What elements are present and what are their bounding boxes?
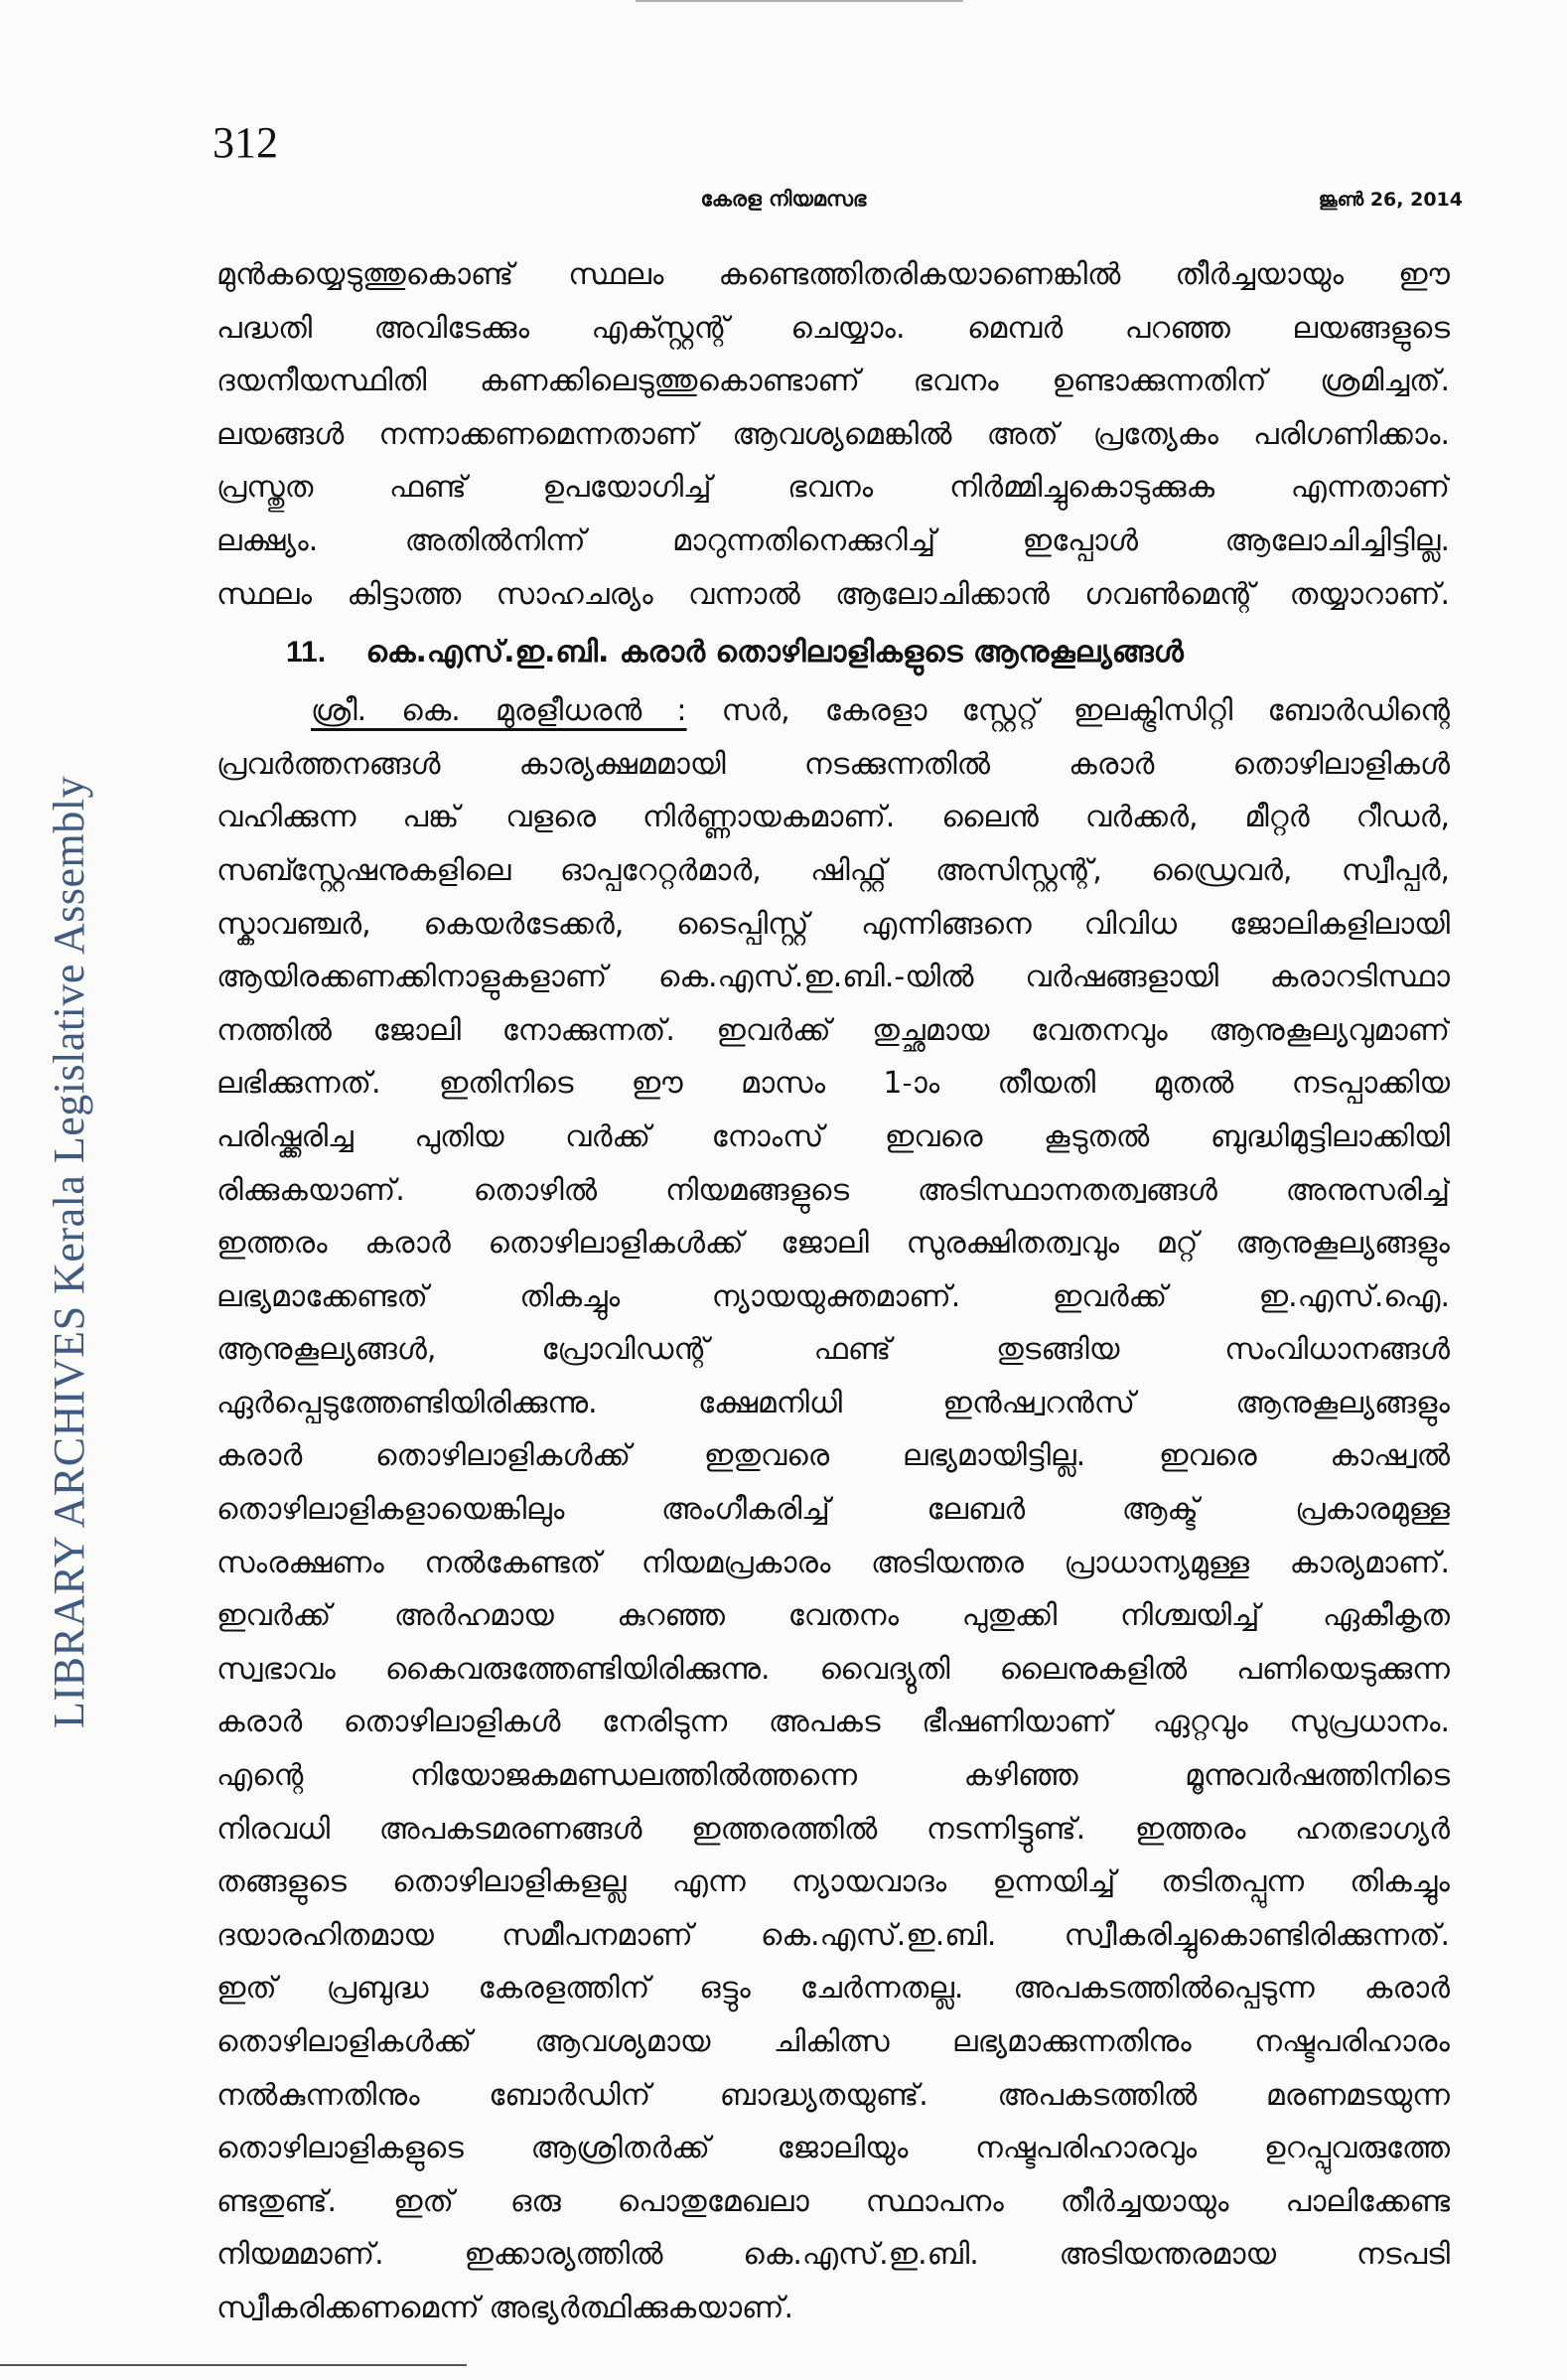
top-edge-mark: [636, 0, 963, 8]
text-line: ഇത്തരം കരാർ തൊഴിലാളികൾക്ക് ജോലി സുരക്ഷിതത്വവും മറ്റ് ആനുകൂല്യങ്ങളും: [216, 1226, 1450, 1262]
text-line: മുൻകയ്യെടുത്തുകൊണ്ട് സ്ഥലം കണ്ടെത്തിതരികയാണെങ്കിൽ തീർച്ചയായും ഈ: [216, 257, 1450, 292]
text-line: സ്ഥലം കിട്ടാത്ത സാഹചര്യം വന്നാൽ ആലോചിക്കാൻ ഗവൺമെന്റ് തയ്യാറാണ്.: [216, 576, 1450, 612]
paragraph-1: [216, 248, 1450, 621]
text-line: ആയിരക്കണക്കിനാളുകളാണ് കെ.എസ്.ഇ.ബി.-യിൽ വർഷങ്ങളായി കരാറടിസ്ഥാ: [216, 960, 1450, 995]
text-line: സ്വീകരിക്കണമെന്ന് അഭ്യർത്ഥിക്കുകയാണ്.: [216, 2290, 794, 2325]
text-line: ഇവർക്ക് അർഹമായ കുറഞ്ഞ വേതനം പുതുക്കി നിശ്ചയിച്ച് ഏകീകൃത: [216, 1598, 1450, 1634]
text-line: നിയമമാണ്. ഇക്കാര്യത്തിൽ കെ.എസ്.ഇ.ബി. അടിയന്തരമായ നടപടി: [216, 2237, 1450, 2273]
running-head: [0, 187, 1567, 226]
text-line: നൽകുന്നതിനും ബോർഡിന് ബാദ്ധ്യതയുണ്ട്. അപകടത്തിൽ മരണമടയുന്ന: [216, 2077, 1450, 2113]
text-line: രിക്കുകയാണ്. തൊഴിൽ നിയമങ്ങളുടെ അടിസ്ഥാനതത്വങ്ങൾ അനുസരിച്ച്: [216, 1172, 1450, 1208]
text-line: തങ്ങളുടെ തൊഴിലാളികളല്ല എന്ന ന്യായവാദം ഉന്നയിച്ച് തടിതപ്പുന്ന തികച്ചും: [216, 1864, 1450, 1900]
section-heading: [216, 621, 1450, 684]
text-line: സംരക്ഷണം നൽകേണ്ടത് നിയമപ്രകാരം അടിയന്തര പ്രാധാന്യമുള്ള കാര്യമാണ്.: [216, 1545, 1450, 1580]
running-head-date: ജൂൺ 26, 2014: [1318, 189, 1463, 211]
text-line: നത്തിൽ ജോലി നോക്കുന്നത്. ഇവർക്ക് തുച്ഛമായ വേതനവും ആനുകൂല്യവുമാണ്: [216, 1012, 1450, 1048]
text-line: പരിഷ്ക്കരിച്ച പുതിയ വർക്ക് നോംസ് ഇവരെ കൂടുതൽ ബുദ്ധിമുട്ടിലാക്കിയി: [216, 1118, 1450, 1154]
text-line: പ്രസ്തുത ഫണ്ട് ഉപയോഗിച്ച് ഭവനം നിർമ്മിച്ചുകൊടുക്കുക എന്നതാണ്: [216, 470, 1450, 506]
text-line: തൊഴിലാളികൾക്ക് ആവശ്യമായ ചികിത്സ ലഭ്യമാക്കുന്നതിനും നഷ്ടപരിഹാരം: [216, 2024, 1450, 2059]
archive-watermark: LIBRARY ARCHIVES Kerala Legislative Assembly: [45, 776, 93, 1728]
text-line: ദയാരഹിതമായ സമീപനമാണ് കെ.എസ്.ഇ.ബി. സ്വീകരിച്ചുകൊണ്ടിരിക്കുന്നത്.: [216, 1917, 1450, 1953]
section-number: 11.: [286, 636, 327, 669]
text-line: ഏർപ്പെടുത്തേണ്ടിയിരിക്കുന്നു. ക്ഷേമനിധി ഇൻഷ്വറൻസ് ആനുകൂല്യങ്ങളും: [216, 1385, 1450, 1420]
text-line: എന്റെ നിയോജകമണ്ഡലത്തിൽത്തന്നെ കഴിഞ്ഞ മൂന്നുവർഷത്തിനിടെ: [216, 1758, 1450, 1794]
text-line: തൊഴിലാളികളായെങ്കിലും അംഗീകരിച്ച് ലേബർ ആക്ട് പ്രകാരമുള്ള: [216, 1492, 1450, 1528]
speech-first-line-text: സർ, കേരളാ സ്റ്റേറ്റ് ഇലക്ട്രിസിറ്റി ബോർഡിന്റെ: [721, 693, 1450, 729]
page-number: 312: [213, 118, 278, 167]
running-head-title: കേരള നിയമസഭ: [700, 187, 867, 211]
bottom-rule: [0, 2364, 467, 2366]
text-line: ലഭിക്കുന്നത്. ഇതിനിടെ ഈ മാസം 1-ാം തീയതി മുതൽ നടപ്പാക്കിയ: [216, 1066, 1450, 1102]
text-line: ലഭ്യമാക്കേണ്ടത് തികച്ചും ന്യായയുക്തമാണ്. ഇവർക്ക് ഇ.എസ്.ഐ.: [216, 1278, 1450, 1314]
speech-first-line: [216, 684, 1450, 738]
text-line: ലയങ്ങൾ നന്നാക്കണമെന്നതാണ് ആവശ്യമെങ്കിൽ അത് പ്രത്യേകം പരിഗണിക്കാം.: [216, 416, 1450, 452]
document-body: [216, 248, 1450, 2335]
text-line: പ്രവർത്തനങ്ങൾ കാര്യക്ഷമമായി നടക്കുന്നതിൽ കരാർ തൊഴിലാളികൾ: [216, 746, 1450, 782]
text-line: വഹിക്കുന്ന പങ്ക് വളരെ നിർണ്ണായകമാണ്. ലൈൻ വർക്കർ, മീറ്റർ റീഡർ,: [216, 800, 1450, 835]
text-line: തൊഴിലാളികളുടെ ആശ്രിതർക്ക് ജോലിയും നഷ്ടപരിഹാരവും ഉറപ്പുവരുത്തേ: [216, 2131, 1450, 2166]
section-title: കെ.എസ്.ഇ.ബി. കരാർ തൊഴിലാളികളുടെ ആനുകൂല്യങ്ങൾ: [365, 635, 1184, 670]
text-line: ഇത് പ്രബുദ്ധ കേരളത്തിന് ഒട്ടും ചേർന്നതല്ല. അപകടത്തിൽപ്പെടുന്ന കരാർ: [216, 1971, 1450, 2007]
text-line: സബ്സ്റ്റേഷനുകളിലെ ഓപ്പറേറ്റർമാർ, ഷിഫ്റ്റ് അസിസ്റ്റന്റ്, ഡ്രൈവർ, സ്വീപ്പർ,: [216, 852, 1450, 888]
text-line: കരാർ തൊഴിലാളികൾക്ക് ഇതുവരെ ലഭ്യമായിട്ടില്ല. ഇവരെ കാഷ്വൽ: [216, 1438, 1450, 1474]
text-line: ണ്ടതുണ്ട്. ഇത് ഒരു പൊതുമേഖലാ സ്ഥാപനം തീർച്ചയായും പാലിക്കേണ്ട: [216, 2183, 1450, 2219]
text-line: ആനുകൂല്യങ്ങൾ, പ്രോവിഡന്റ് ഫണ്ട് തുടങ്ങിയ സംവിധാനങ്ങൾ: [216, 1332, 1450, 1368]
text-line: നിരവധി അപകടമരണങ്ങൾ ഇത്തരത്തിൽ നടന്നിട്ടുണ്ട്. ഇത്തരം ഹതഭാഗ്യർ: [216, 1811, 1450, 1847]
text-line: സ്വഭാവം കൈവരുത്തേണ്ടിയിരിക്കുന്നു. വൈദ്യുതി ലൈനുകളിൽ പണിയെടുക്കുന്ന: [216, 1651, 1450, 1687]
text-line: ദയനീയസ്ഥിതി കണക്കിലെടുത്തുകൊണ്ടാണ് ഭവനം ഉണ്ടാക്കുന്നതിന് ശ്രമിച്ചത്.: [216, 364, 1450, 399]
text-line: ലക്ഷ്യം. അതിൽനിന്ന് മാറുന്നതിനെക്കുറിച്ച് ഇപ്പോൾ ആലോചിച്ചിട്ടില്ല.: [216, 522, 1450, 558]
text-line: കരാർ തൊഴിലാളികൾ നേരിടുന്ന അപകട ഭീഷണിയാണ് ഏറ്റവും സുപ്രധാനം.: [216, 1705, 1450, 1740]
speaker-name: ശ്രീ. കെ. മുരളീധരൻ :: [311, 693, 687, 729]
text-line: പദ്ധതി അവിടേക്കും എക്സ്റ്റന്റ് ചെയ്യാം. മെമ്പർ പറഞ്ഞ ലയങ്ങളുടെ: [216, 310, 1450, 346]
text-line: സ്കാവഞ്ചർ, കെയർടേക്കർ, ടൈപ്പിസ്റ്റ് എന്നിങ്ങനെ വിവിധ ജോലികളിലായി: [216, 906, 1450, 942]
speech-body: [216, 738, 1450, 2335]
